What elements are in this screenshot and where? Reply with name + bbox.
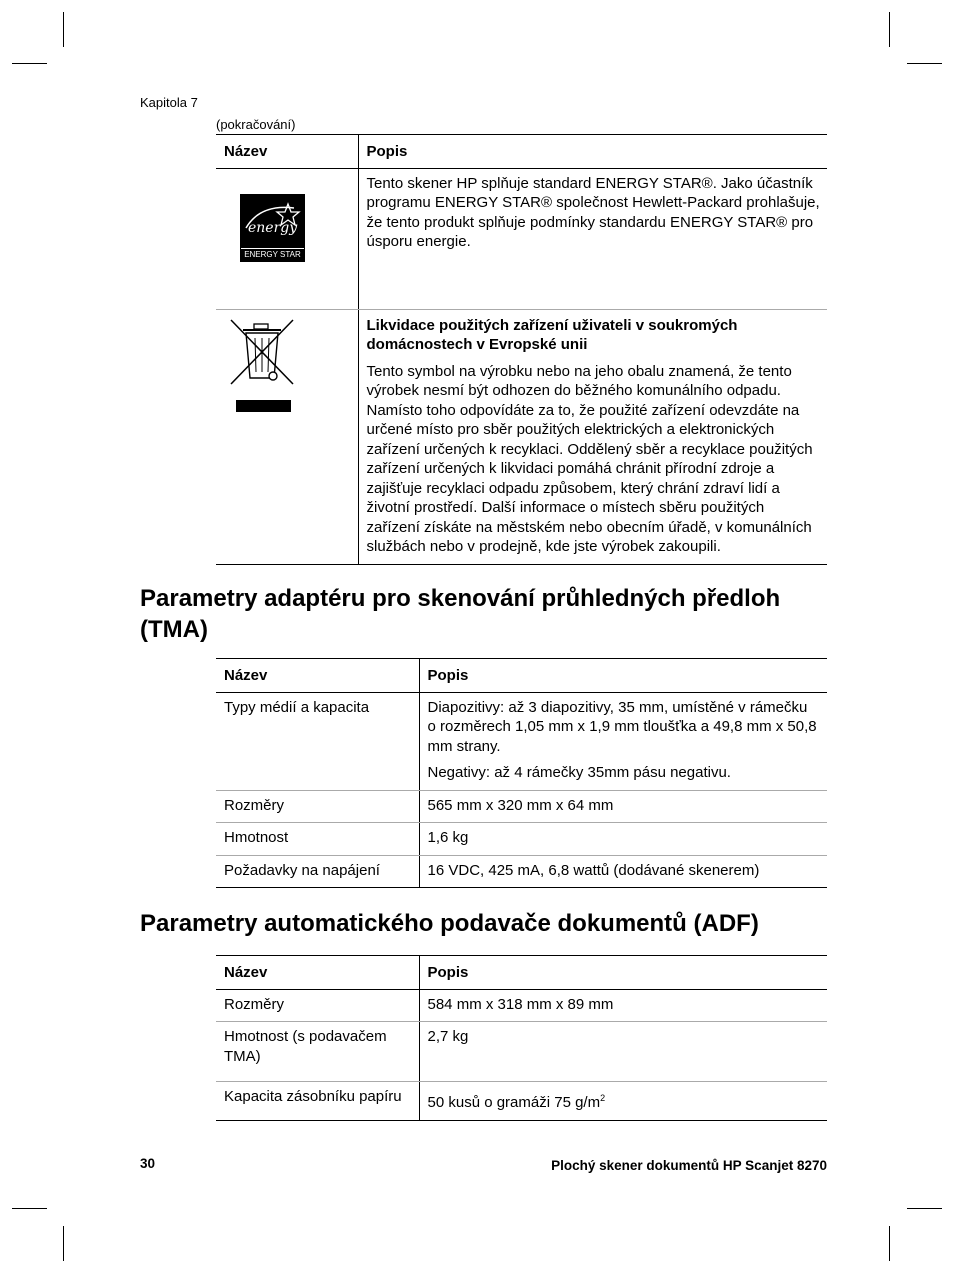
table-row — [216, 823, 827, 856]
cell-name: Rozměry — [216, 790, 419, 823]
energy-star-cell — [216, 168, 358, 309]
cell-name: Požadavky na napájení — [216, 855, 419, 888]
crop-mark — [63, 12, 64, 47]
table-header-row — [216, 659, 827, 693]
cell-description — [419, 692, 827, 790]
energy-logo-script: energy — [248, 219, 298, 236]
table-row — [216, 168, 827, 309]
chapter-label: Kapitola 7 — [140, 95, 198, 110]
page-number: 30 — [140, 1156, 156, 1171]
column-header-description: Popis — [419, 956, 827, 990]
table-row — [216, 1022, 827, 1082]
table-row — [216, 309, 827, 564]
cell-description: 2,7 kg — [419, 1022, 827, 1082]
cell-description: 584 mm x 318 mm x 89 mm — [419, 989, 827, 1022]
crop-mark — [889, 1226, 890, 1261]
cell-name: Hmotnost — [216, 823, 419, 856]
cell-description: 565 mm x 320 mm x 64 mm — [419, 790, 827, 823]
footer-product-name: Plochý skener dokumentů HP Scanjet 8270 — [551, 1158, 827, 1173]
crop-mark — [63, 1226, 64, 1261]
cell-description — [419, 1082, 827, 1121]
column-header-name: Název — [216, 135, 358, 169]
column-header-name: Název — [216, 956, 419, 990]
energy-star-icon — [240, 194, 305, 246]
energy-star-label: ENERGY STAR — [241, 248, 304, 260]
table-row — [216, 790, 827, 823]
column-header-description: Popis — [419, 659, 827, 693]
cell-name: Typy médií a kapacita — [216, 692, 419, 790]
crop-mark — [889, 12, 890, 47]
cell-description: 1,6 kg — [419, 823, 827, 856]
cell-description-text: 50 kusů o gramáži 75 g/m — [427, 1094, 601, 1111]
cell-description: 16 VDC, 425 mA, 6,8 wattů (dodávané skenerem) — [419, 855, 827, 888]
table-row — [216, 855, 827, 888]
table-header-row — [216, 956, 827, 990]
superscript: 2 — [600, 1093, 606, 1103]
table-row — [216, 989, 827, 1022]
table-row — [216, 1082, 827, 1121]
energy-star-logo — [240, 194, 305, 262]
weee-description — [358, 309, 827, 564]
tma-table — [216, 658, 827, 888]
column-header-name: Název — [216, 659, 419, 693]
section-title-adf: Parametry automatického podavače dokumentů (ADF) — [140, 910, 759, 937]
cell-description-text: Diapozitivy: až 3 diapozitivy, 35 mm, umístěné v rámečku o rozměrech 1,05 mm x 1,9 mm tloušťka a 49,8 mm x 50,8 mm strany. — [427, 698, 817, 755]
cell-description-text: Negativy: až 4 rámečky 35mm pásu negativu. — [427, 764, 731, 781]
energy-star-description: Tento skener HP splňuje standard ENERGY STAR®. Jako účastník programu ENERGY STAR® společnost Hewlett-Packard prohlašuje, že tento produkt splňuje podmínky standardu ENERGY STAR® pro úsporu energie. — [358, 168, 827, 309]
weee-text: Tento symbol na výrobku nebo na jeho obalu znamená, že tento výrobek nesmí být odhozen do běžného komunálního odpadu. Namísto toho odpovídáte za to, že použité zařízení odevzdáte na určené místo pro sběr použitých elektrických a elektronických zařízení určených k recyklaci. Oddělený sběr a recyklace použitých zařízení určených k likvidaci pomáhá chránit přírodní zdroje a zajišťuje recyklaci odpadu způsobem, který chrání zdraví lidí a životní prostředí. Další informace o místech sběru použitých zařízení získáte na městském nebo obecním úřadě, v komunálních službách nebo v prodejně, kde jste výrobek zakoupili. — [366, 362, 813, 555]
crop-mark — [12, 63, 47, 64]
regulatory-table — [216, 134, 827, 565]
crop-mark — [12, 1208, 47, 1209]
weee-title: Likvidace použitých zařízení uživateli v soukromých domácnostech v Evropské unii — [366, 316, 738, 353]
crop-mark — [907, 63, 942, 64]
weee-cell — [216, 309, 358, 564]
cell-name: Rozměry — [216, 989, 419, 1022]
section-title-tma: Parametry adaptéru pro skenování průhledných předloh (TMA) — [140, 585, 781, 643]
cell-name: Kapacita zásobníku papíru — [216, 1082, 419, 1121]
crop-mark — [907, 1208, 942, 1209]
weee-bin-icon — [229, 318, 299, 416]
table-row — [216, 692, 827, 790]
adf-table — [216, 955, 827, 1121]
column-header-description: Popis — [358, 135, 827, 169]
table-header-row — [216, 135, 827, 169]
cell-name: Hmotnost (s podavačem TMA) — [216, 1022, 419, 1082]
continued-label: (pokračování) — [216, 117, 296, 132]
